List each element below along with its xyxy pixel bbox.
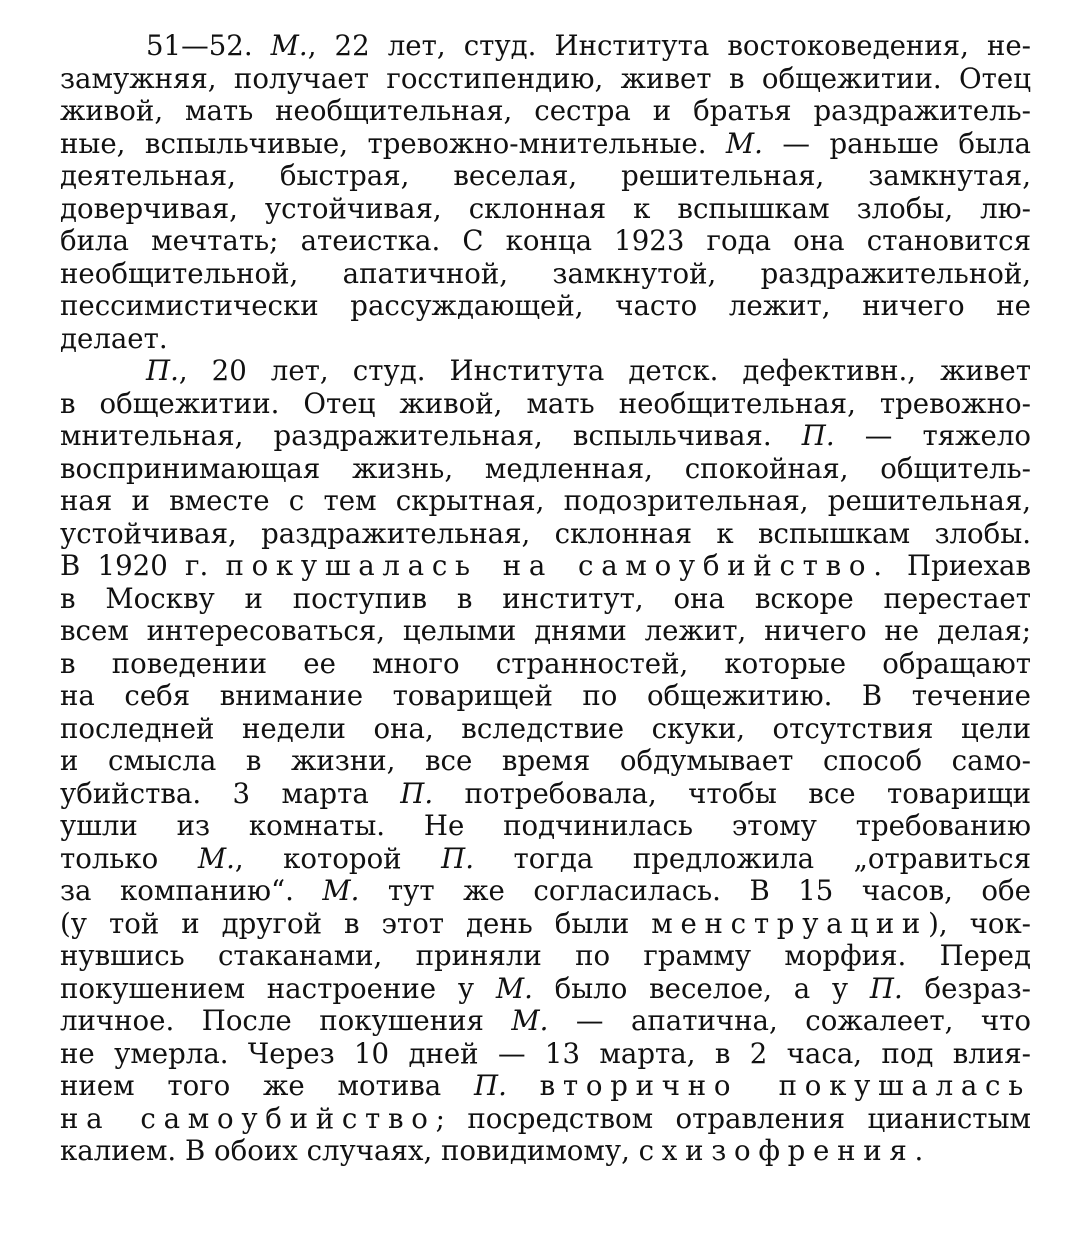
italic-initial: М. <box>197 841 235 875</box>
text-run: . <box>914 1134 924 1167</box>
text-run: только <box>60 841 198 875</box>
spaced-emphasis: менструации <box>651 906 929 940</box>
text-line <box>60 680 1031 713</box>
text-run: замужняя, получает госстипендию, живет в общежитии. Отец <box>60 61 1031 95</box>
text-line <box>60 648 1031 681</box>
text-run: в поведении ее много странностей, которые обращают <box>60 646 1031 680</box>
text-run: на себя внимание товарищей по общежитию. В течение <box>60 679 1031 712</box>
text-line <box>60 1038 1031 1071</box>
italic-initial: П. <box>869 971 903 1005</box>
text-line <box>60 745 1031 778</box>
text-run: в общежитии. Отец живой, мать необщительная, тревожно- <box>60 386 1031 420</box>
text-line <box>60 713 1031 746</box>
text-run: последней недели она, вследствие скуки, отсутствия цели <box>60 711 1031 745</box>
text-run: нувшись стаканами, приняли по грамму морфия. Перед <box>60 939 1031 972</box>
italic-initial: П. <box>400 776 434 810</box>
text-run: в Москву и поступив в институт, она вскоре перестает <box>60 581 1031 615</box>
text-line <box>60 778 1031 811</box>
text-line <box>60 388 1031 421</box>
italic-initial: М. <box>322 874 360 907</box>
text-line <box>60 518 1031 551</box>
text-run: , которой <box>234 841 442 875</box>
spaced-emphasis: на самоубийство <box>60 1101 436 1135</box>
text-line <box>60 940 1031 973</box>
text-run: В 1920 г. <box>60 549 226 582</box>
text-run: — апатична, сожалеет, что <box>548 1004 1031 1037</box>
case-paragraph-1 <box>60 30 1031 355</box>
italic-initial: М. <box>725 126 763 160</box>
text-line <box>60 453 1031 486</box>
text-run: устойчивая, раздражительная, склонная к вспышкам злобы. <box>60 516 1031 550</box>
text-run: , 20 лет, студ. Института детск. дефективн., живет <box>178 354 1031 387</box>
text-line <box>60 290 1031 323</box>
text-line <box>60 128 1031 161</box>
text-run: за компанию“. <box>60 874 323 907</box>
text-run <box>507 1069 540 1102</box>
text-run: доверчивая, устойчивая, склонная к вспышкам злобы, лю- <box>60 191 1031 225</box>
text-run: пессимистически рассуждающей, часто лежит, ничего не <box>60 289 1031 322</box>
text-run: личное. После покушения <box>60 1004 512 1037</box>
italic-initial: М. <box>495 971 533 1005</box>
text-line <box>60 193 1031 226</box>
text-line <box>60 1070 1031 1103</box>
text-line <box>60 615 1031 648</box>
spaced-emphasis: схизофрения <box>638 1134 915 1167</box>
text-run: ; посредством отравления цианистым <box>435 1101 1031 1135</box>
text-run: и смысла в жизни, все время обдумывает способ само- <box>60 744 1031 777</box>
text-run: (у той и другой в этот день были <box>60 906 652 940</box>
text-line <box>60 63 1031 96</box>
text-run: покушением настроение у <box>60 971 496 1005</box>
text-run: деятельная, быстрая, веселая, решительная, замкнутая, <box>60 159 1031 192</box>
text-line <box>60 160 1031 193</box>
text-run: нием того же мотива <box>60 1069 475 1102</box>
text-run: била мечтать; атеистка. С конца 1923 года она становится <box>60 224 1031 257</box>
spaced-emphasis: покушалась на самоубийство. <box>225 549 890 582</box>
text-run: живой, мать необщительная, сестра и братья раздражитель- <box>60 94 1031 127</box>
text-line <box>60 225 1031 258</box>
italic-initial: П. <box>474 1069 507 1102</box>
italic-initial: М. <box>270 29 308 62</box>
italic-initial: П. <box>146 354 179 387</box>
text-run: Приехав <box>889 549 1032 582</box>
text-run: тогда предложила „отравиться <box>473 841 1031 875</box>
text-line <box>60 843 1031 876</box>
text-line <box>60 810 1031 843</box>
text-run: , 22 лет, студ. Института востоковедения, не- <box>307 29 1031 62</box>
text-line <box>60 420 1031 453</box>
text-run: — тяжело <box>834 419 1031 452</box>
text-run: — раньше была <box>762 126 1031 160</box>
text-line <box>60 583 1031 616</box>
text-run: делает. <box>60 321 168 355</box>
italic-initial: П. <box>801 419 835 452</box>
text-line <box>60 485 1031 518</box>
text-line <box>60 1135 1031 1168</box>
text-run: мнительная, раздражительная, вспыльчивая. <box>60 419 802 452</box>
text-run: ), чок- <box>928 906 1032 940</box>
italic-initial: М. <box>511 1004 549 1037</box>
text-run: ные, вспыльчивые, тревожно-мнительные. <box>60 126 726 160</box>
text-run: убийства. 3 марта <box>60 776 401 810</box>
text-line <box>60 550 1031 583</box>
text-run: необщительной, апатичной, замкнутой, раздражительной, <box>60 256 1031 290</box>
text-line <box>60 355 1031 388</box>
text-run: 51—52. <box>146 29 271 62</box>
spaced-emphasis: вторично покушалась <box>539 1069 1031 1102</box>
text-line <box>60 908 1031 941</box>
text-line <box>60 95 1031 128</box>
text-run: всем интересоваться, целыми днями лежит, ничего не делая; <box>60 614 1031 647</box>
text-run: ная и вместе с тем скрытная, подозрительная, решительная, <box>60 484 1031 517</box>
text-run: ушли из комнаты. Не подчинилась этому требованию <box>60 809 1031 842</box>
text-line <box>60 1005 1031 1038</box>
text-line <box>60 258 1031 291</box>
text-run: потребовала, чтобы все товарищи <box>433 776 1032 810</box>
text-run: калием. В обоих случаях, повидимому, <box>60 1134 639 1167</box>
text-line <box>60 1103 1031 1136</box>
text-run: безраз- <box>902 971 1031 1005</box>
italic-initial: П. <box>441 841 474 875</box>
text-run: тут же согласилась. В 15 часов, обе <box>359 874 1031 907</box>
text-line <box>60 30 1031 63</box>
text-line <box>60 875 1031 908</box>
text-line <box>60 973 1031 1006</box>
text-run: воспринимающая жизнь, медленная, спокойная, общитель- <box>60 451 1031 485</box>
text-run: не умерла. Через 10 дней — 13 марта, в 2 часа, под влия- <box>60 1036 1031 1070</box>
text-run: было веселое, а у <box>532 971 870 1005</box>
text-line <box>60 323 1031 356</box>
case-paragraph-2 <box>60 355 1031 1168</box>
